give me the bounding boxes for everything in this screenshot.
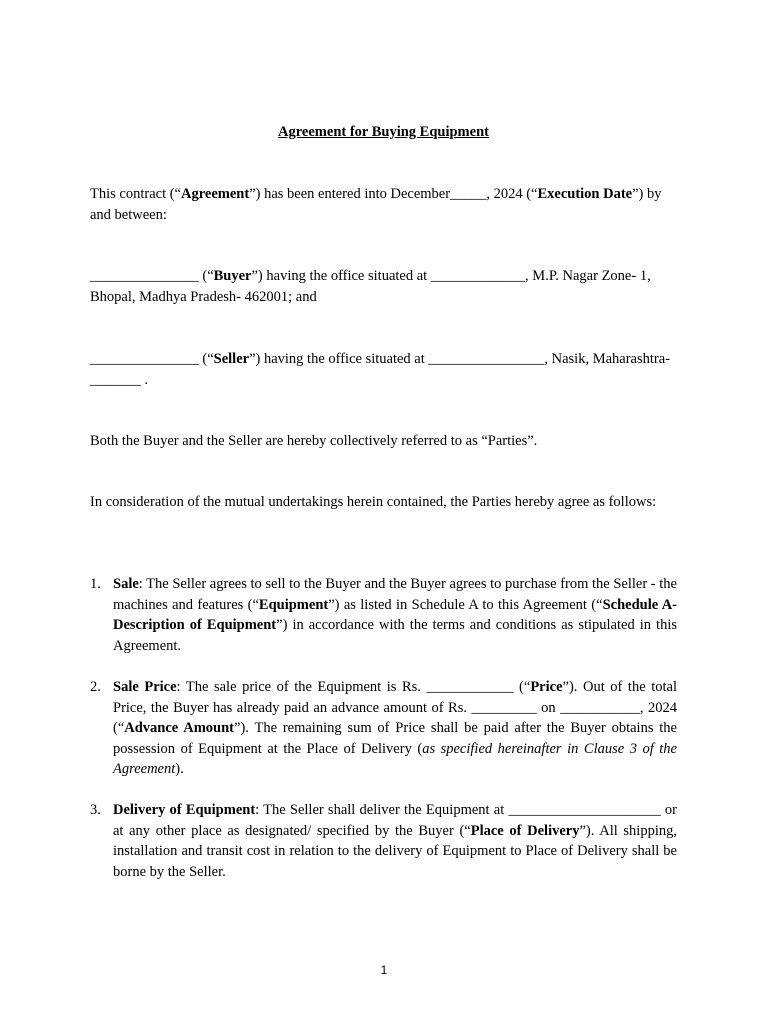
intro-text-3: ”) by and between: xyxy=(90,186,662,223)
clause-term: Schedule A- Description of Equipment xyxy=(113,596,678,633)
clause-text: ”). Out of the total Price, the Buyer has already paid an advance amount of Rs. _________ on ___________, 2024 (“ xyxy=(113,679,677,736)
clause-heading: Delivery of Equipment xyxy=(113,802,256,818)
clause-heading: Sale Price xyxy=(113,679,177,695)
clause-heading: Sale xyxy=(113,576,139,592)
clause-delivery xyxy=(90,800,677,882)
buyer-paragraph xyxy=(90,266,677,307)
intro-paragraph xyxy=(90,184,677,225)
clause-sale-price xyxy=(90,677,677,780)
clause-text: ”) in accordance with the terms and conditions as stipulated in this Agreement. xyxy=(113,617,677,654)
intro-term-agreement: Agreement xyxy=(181,186,250,202)
clause-text: : The sale price of the Equipment is Rs. ____________ (“ xyxy=(176,679,531,695)
clause-sale xyxy=(90,574,677,656)
parties-paragraph: Both the Buyer and the Seller are hereby collectively referred to as “Parties”. xyxy=(90,433,538,449)
intro-term-execution-date: Execution Date xyxy=(537,186,633,202)
clause-term: Equipment xyxy=(258,596,329,613)
page-number: 1 xyxy=(380,963,388,977)
document-page xyxy=(90,0,677,1024)
clause-text: ”) as listed in Schedule A to this Agreement (“ xyxy=(328,596,603,613)
buyer-text-1: _______________ (“ xyxy=(90,268,214,284)
clause-number: 2. xyxy=(90,679,101,695)
clause-body xyxy=(113,574,677,656)
clause-number: 3. xyxy=(90,802,101,818)
clause-term: Place of Delivery xyxy=(470,822,580,839)
seller-text-1: _______________ (“ xyxy=(90,351,214,367)
seller-text-2: ”) having the office situated at ________________, Nasik, Maharashtra- _______ . xyxy=(90,351,671,388)
clause-term: Advance Amount xyxy=(124,720,235,736)
clause-text: ). xyxy=(175,761,184,777)
document-title: Agreement for Buying Equipment xyxy=(278,124,489,140)
clause-text: ”). The remaining sum of Price shall be paid after the Buyer obtains the possession of Equipment at the Place of Delivery ( xyxy=(113,720,677,757)
buyer-text-2: ”) having the office situated at _____________, M.P. Nagar Zone- 1, Bhopal, Madhya Pradesh- 462001; and xyxy=(90,268,651,305)
intro-text-1: This contract (“ xyxy=(90,186,181,202)
clause-text: : The Seller agrees to sell to the Buyer and the Buyer agrees to purchase from the Seller - the machines and features (“ xyxy=(113,576,677,613)
clause-body xyxy=(113,677,677,780)
intro-text-2: ”) has been entered into December_____, 2024 (“ xyxy=(249,186,538,202)
clause-body xyxy=(113,800,677,882)
clause-italic-note: as specified hereinafter in Clause 3 of the Agreement xyxy=(113,740,677,777)
seller-paragraph xyxy=(90,349,677,390)
clause-text: : The Seller shall deliver the Equipment at _____________________ or at any other place as designated/ specified by the Buyer (“ xyxy=(113,802,677,839)
clause-number: 1. xyxy=(90,576,101,592)
clause-text: ”). All shipping, installation and transit cost in relation to the delivery of Equipment to Place of Delivery shall be borne by the Seller. xyxy=(113,822,677,880)
consideration-paragraph: In consideration of the mutual undertakings herein contained, the Parties hereby agree as follows: xyxy=(90,494,657,510)
seller-term: Seller xyxy=(213,351,250,367)
clause-term: Price xyxy=(530,679,563,695)
buyer-term: Buyer xyxy=(213,268,252,284)
